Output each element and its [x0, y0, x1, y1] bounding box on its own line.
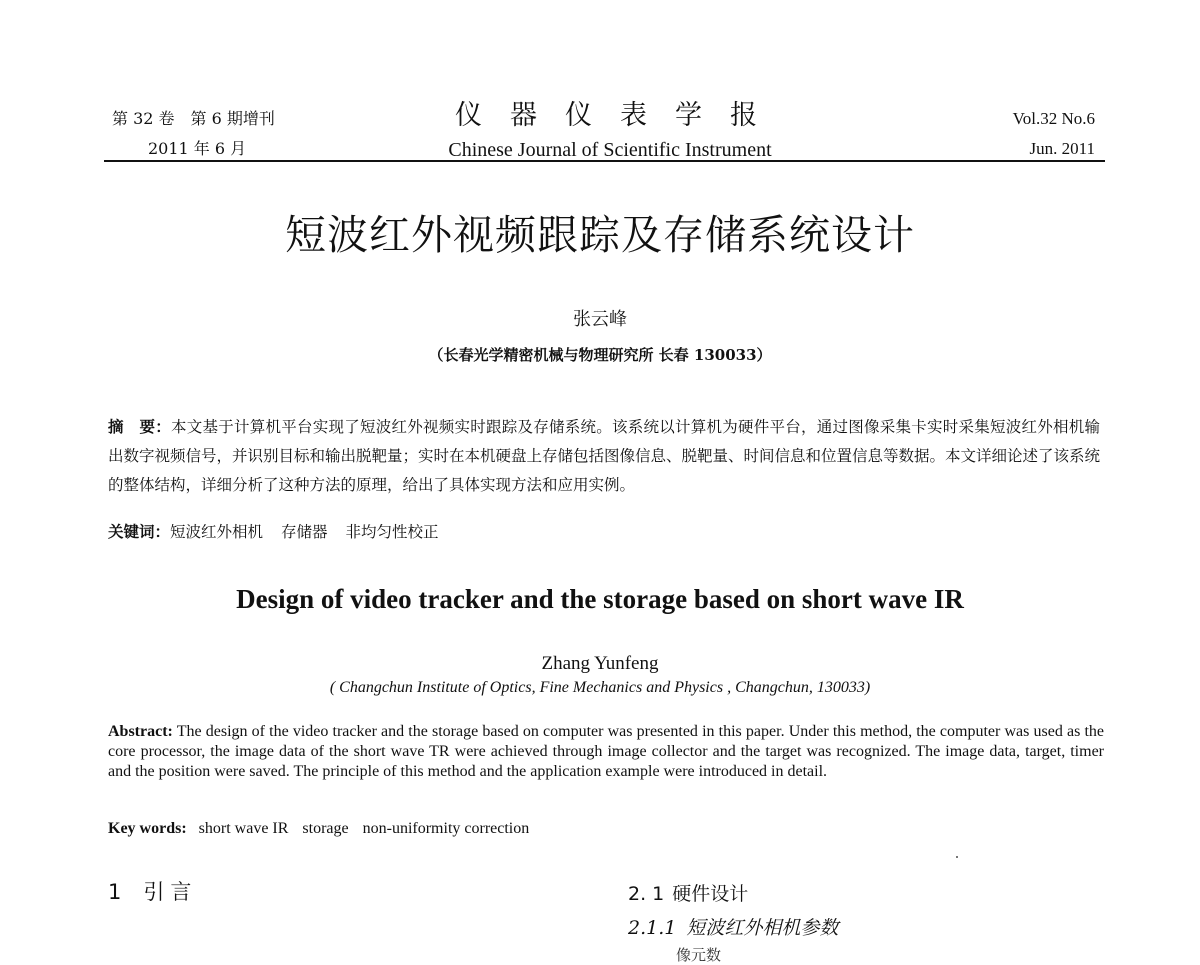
- keyword-cn-item: 短波红外相机: [170, 523, 264, 541]
- abstract-en: [108, 722, 1104, 782]
- section-title: 硬件设计: [672, 883, 749, 905]
- header-rule: [104, 160, 1105, 162]
- truncated-body-line: 像元数: [676, 946, 722, 964]
- section-heading-introduction: [108, 876, 197, 906]
- keywords-cn: [108, 519, 457, 545]
- keyword-en-item: short wave IR: [198, 820, 289, 837]
- keywords-cn-label: 关键词：: [108, 522, 171, 541]
- scan-speck: [956, 856, 958, 858]
- subsection-number: 2.1.1: [628, 917, 677, 939]
- keyword-en-item: non-uniformity correction: [362, 820, 530, 837]
- author-name-cn: 张云峰: [573, 309, 627, 330]
- issue-date: 2011 年 6 月: [148, 139, 247, 158]
- affiliation-cn: （长春光学精密机械与物理研究所 长春 130033）: [428, 346, 772, 364]
- paper-title-cn: 短波红外视频跟踪及存储系统设计: [285, 211, 915, 259]
- volume-issue: 第 32 卷 第 6 期增刊: [112, 109, 275, 128]
- abstract-cn-label: 摘 要：: [108, 417, 171, 436]
- paper-title-en: Design of video tracker and the storage based on short wave IR: [236, 584, 964, 614]
- abstract-cn: [108, 412, 1100, 500]
- section-title: 引言: [143, 880, 198, 904]
- section-number: 2. 1: [628, 883, 665, 905]
- issue-date-en: Jun. 2011: [1029, 139, 1095, 158]
- abstract-en-label: Abstract:: [108, 723, 173, 740]
- keywords-en-label: Key words:: [108, 820, 187, 837]
- abstract-en-text: The design of the video tracker and the storage based on computer was presented in this paper. Under this method, the computer was used as the core processor, the image data of the short wave TR were achieved through image collector and the target was recognized. The image data, target, timer and the position were saved. The principle of this method and the application example were introduced in detail.: [108, 723, 1104, 780]
- journal-masthead: [420, 98, 800, 164]
- journal-name-cn: 仪器仪表学报: [455, 100, 785, 131]
- section-number: 1: [108, 880, 128, 904]
- keyword-cn-item: 存储器: [281, 523, 328, 541]
- author-name-en: Zhang Yunfeng: [541, 653, 659, 674]
- volume-info-en: [1013, 104, 1095, 164]
- subsection-heading-camera-params: [628, 913, 838, 940]
- abstract-cn-text: 本文基于计算机平台实现了短波红外视频实时跟踪及存储系统。该系统以计算机为硬件平台，通过图像采集卡实时采集短波红外相机输出数字视频信号，并识别目标和输出脱靶量；实时在本机硬盘上存储包括图像信息、脱靶量、时间信息和位置信息等数据。本文详细论述了该系统的整体结构，详细分析了这种方法的原理，给出了具体实现方法和应用实例。: [108, 418, 1101, 494]
- issue-info: [112, 104, 275, 164]
- journal-name-en: Chinese Journal of Scientific Instrument: [448, 139, 772, 161]
- section-heading-hardware: [628, 879, 748, 906]
- affiliation-en: ( Changchun Institute of Optics, Fine Mechanics and Physics , Changchun, 130033): [329, 679, 871, 696]
- keyword-cn-item: 非均匀性校正: [345, 523, 439, 541]
- keyword-en-item: storage: [302, 820, 349, 837]
- volume-number-en: Vol.32 No.6: [1012, 109, 1095, 128]
- keywords-en: [108, 818, 543, 840]
- subsection-title: 短波红外相机参数: [686, 917, 839, 939]
